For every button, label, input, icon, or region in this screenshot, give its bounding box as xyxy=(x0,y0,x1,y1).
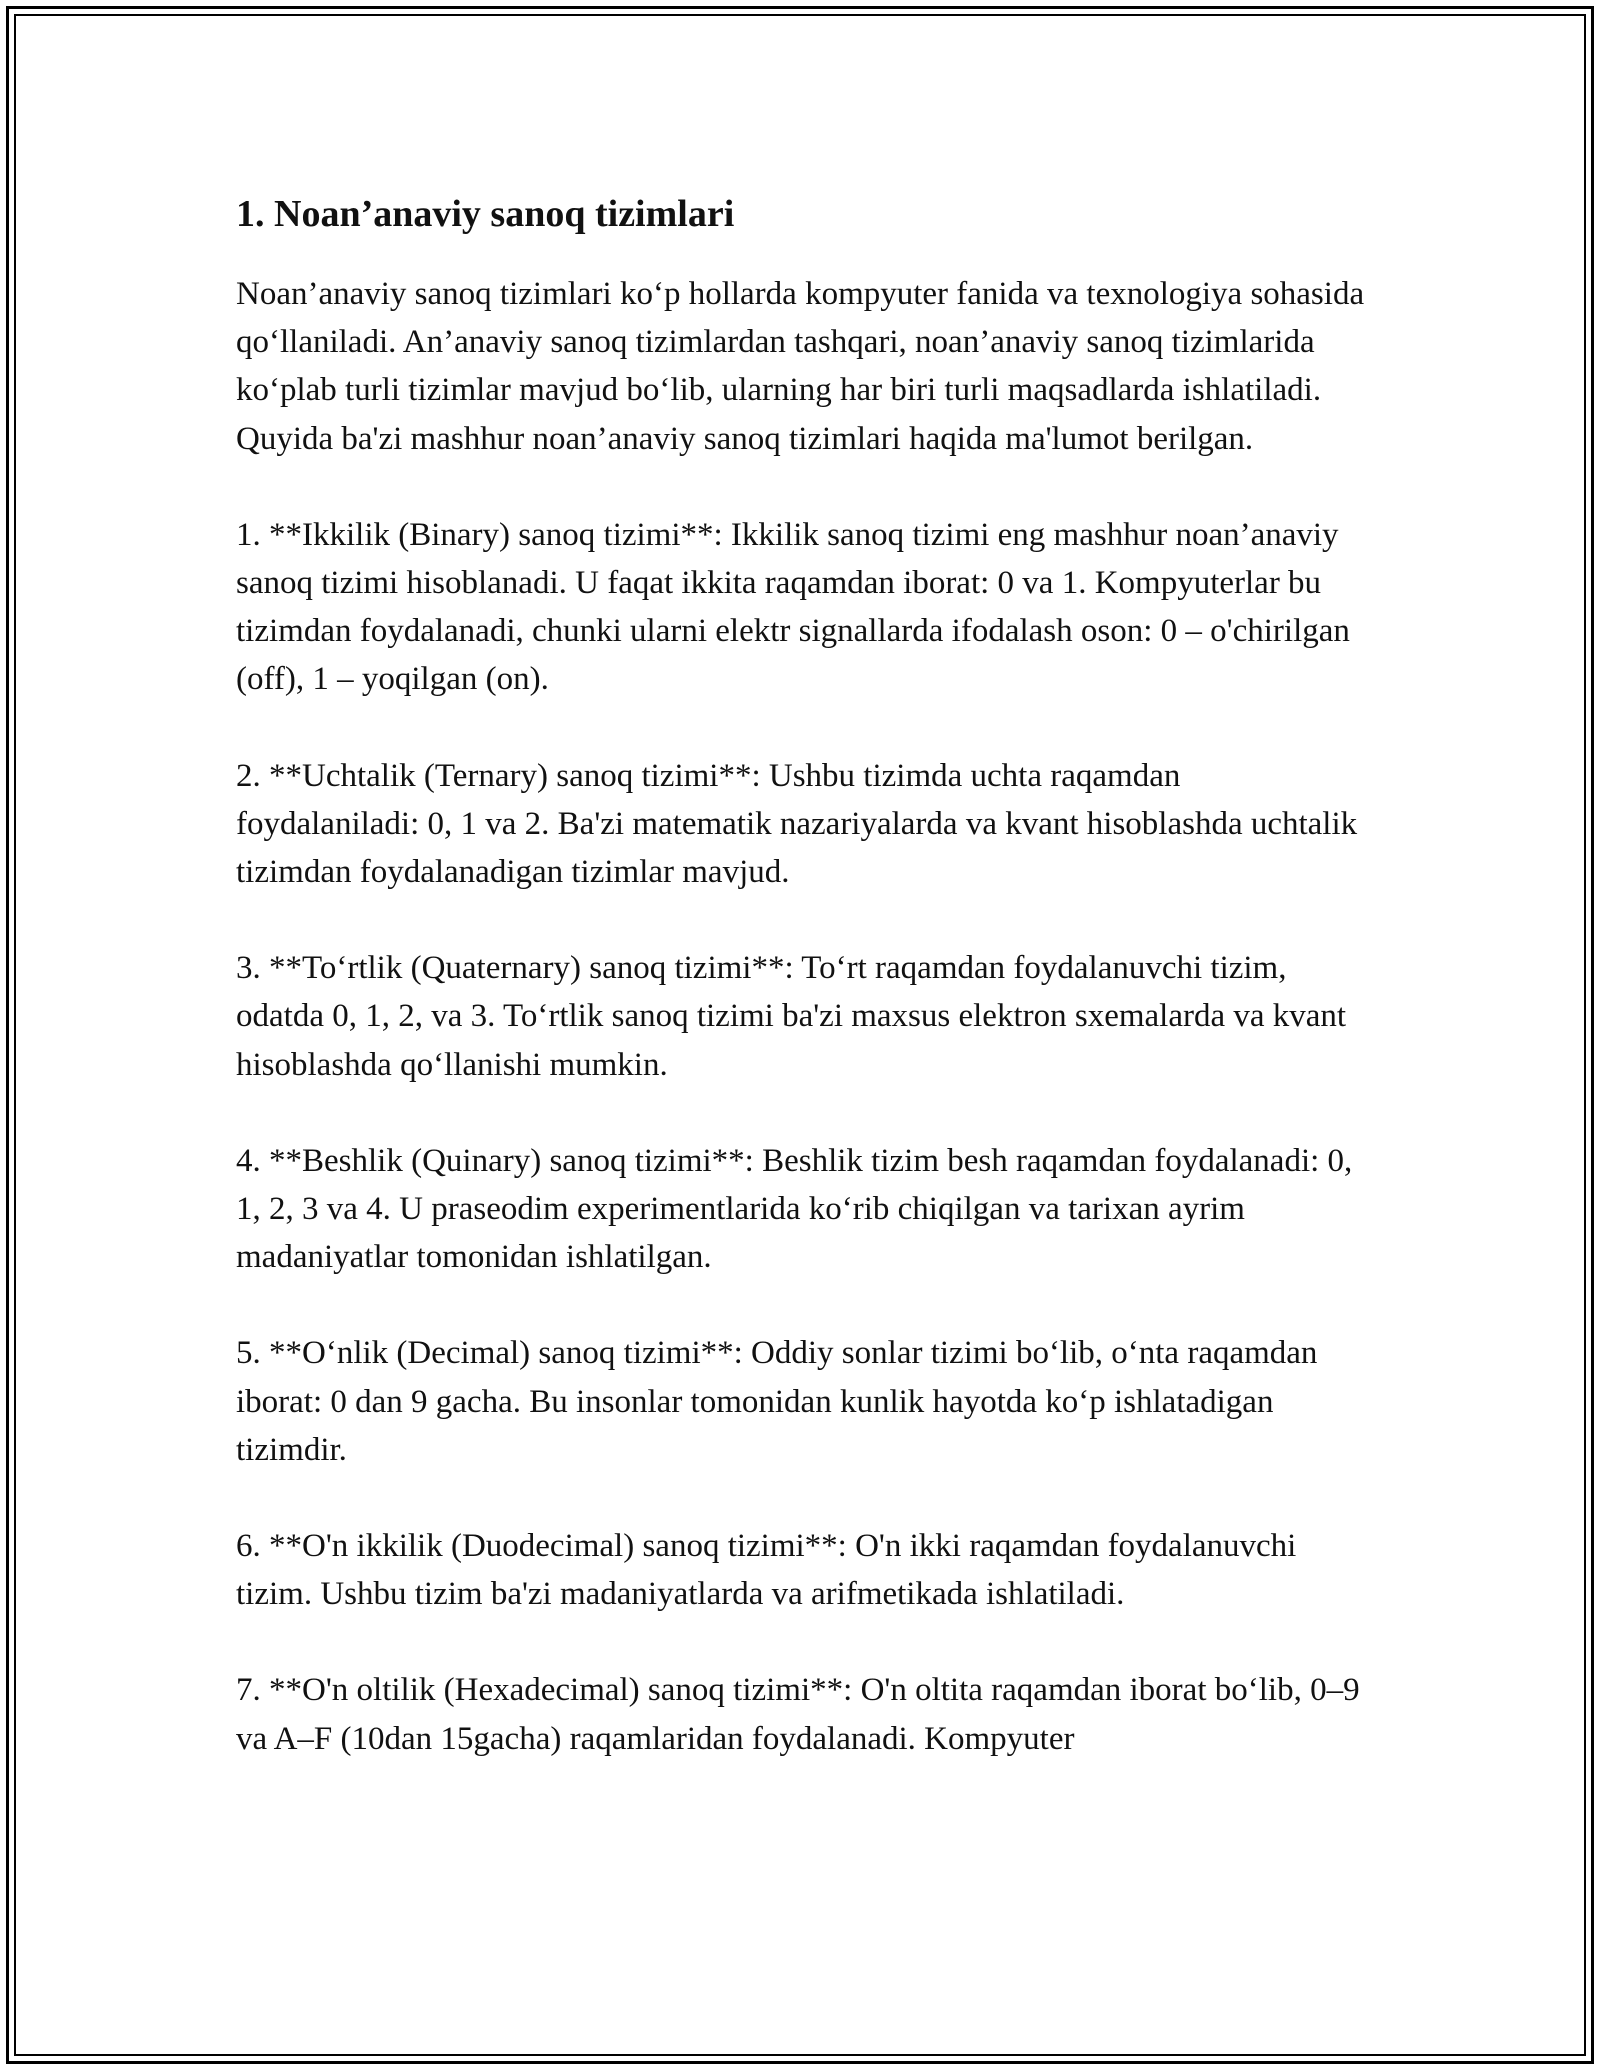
list-item-quaternary: 3. **To‘rtlik (Quaternary) sanoq tizimi**: To‘rt raqamdan foydalanuvchi tizim, odatda 0, 1, 2, va 3. To‘rtlik sanoq tizimi ba'zi maxsus elektron sxemalarda va kvant hisoblashda qo‘llanishi mumkin. xyxy=(236,950,1347,1083)
list-item-duodecimal: 6. **O'n ikkilik (Duodecimal) sanoq tizimi**: O'n ikki raqamdan foydalanuvchi tizim. Ushbu tizim ba'zi madaniyatlarda va arifmetikada ishlatiladi. xyxy=(236,1528,1297,1613)
list-item-hexadecimal: 7. **O'n oltilik (Hexadecimal) sanoq tizimi**: O'n oltita raqamdan iborat bo‘lib, 0–9 va A–F (10dan 15gacha) raqamlaridan foydalanadi. Kompyuter xyxy=(236,1672,1360,1757)
list-item-binary: 1. **Ikkilik (Binary) sanoq tizimi**: Ikkilik sanoq tizimi eng mashhur noan’anaviy sanoq tizimi hisoblanadi. U faqat ikkita raqamdan iborat: 0 va 1. Kompyuterlar bu tizimdan foydalanadi, chunki ularni elektr signallarda ifodalash oson: 0 – o'chirilgan (off), 1 – yoqilgan (on). xyxy=(236,516,1350,698)
list-item-quinary: 4. **Beshlik (Quinary) sanoq tizimi**: Beshlik tizim besh raqamdan foydalanadi: 0, 1, 2, 3 va 4. U praseodim experimentlarida ko‘rib chiqilgan va tarixan ayrim madaniyatlar tomonidan ishlatilgan. xyxy=(236,1142,1353,1276)
list-item-decimal: 5. **O‘nlik (Decimal) sanoq tizimi**: Oddiy sonlar tizimi bo‘lib, o‘nta raqamdan iborat: 0 dan 9 gacha. Bu insonlar tomonidan kunlik hayotda ko‘p ishlatadigan tizimdir. xyxy=(236,1335,1318,1468)
list-item-ternary: 2. **Uchtalik (Ternary) sanoq tizimi**: Ushbu tizimda uchta raqamdan foydalaniladi: 0, 1 va 2. Ba'zi matematik nazariyalarda va kvant hisoblashda uchtalik tizimdan foydalanadigan tizimlar mavjud. xyxy=(236,757,1358,891)
section-heading: 1. Noan’anaviy sanoq tizimlari xyxy=(236,193,735,235)
intro-paragraph: Noan’anaviy sanoq tizimlari ko‘p hollarda kompyuter fanida va texnologiya sohasida qo‘llaniladi. An’anaviy sanoq tizimlardan tashqari, noan’anaviy sanoq tizimlarida ko‘plab turli tizimlar mavjud bo‘lib, ularning har biri turli maqsadlarda ishlatiladi. Quyida ba'zi mashhur noan’anaviy sanoq tizimlari haqida ma'lumot berilgan. xyxy=(236,276,1365,457)
document-body xyxy=(236,188,1366,1811)
